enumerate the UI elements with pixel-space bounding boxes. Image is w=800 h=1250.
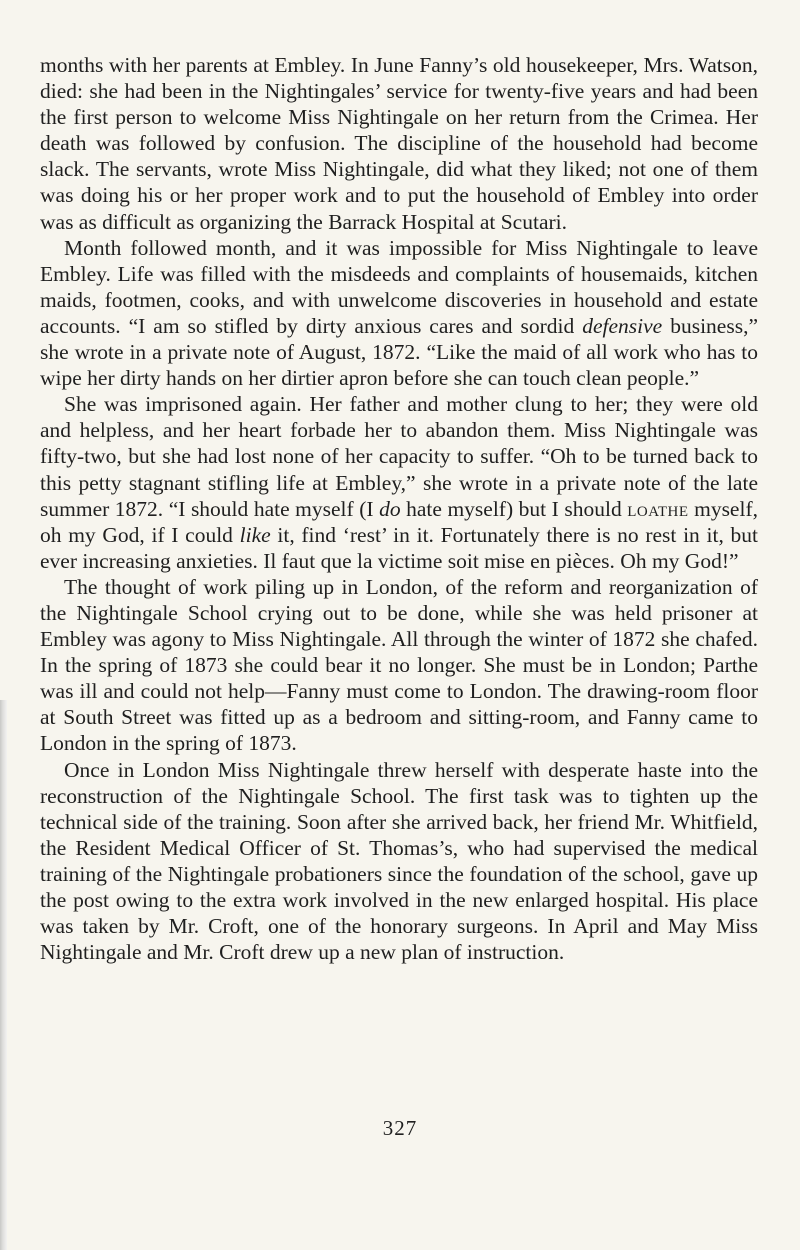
paragraph-2-text-b: business,” she wrote in a private note of August, 1872. “Like the maid of all work who has to wipe her dirty hands on her dirtier apron before she can touch clean people.” <box>40 313 758 391</box>
paragraph-3-emphasis-do: do <box>379 496 401 521</box>
page-edge-shadow <box>0 700 7 1250</box>
paragraph-4-text: The thought of work piling up in London, of the reform and reorganization of the Nightingale School crying out to be done, while she was held prisoner at Embley was agony to Miss Nightingale. All through the winter of 1872 she chafed. In the spring of 1873 she could bear it no longer. She must be in London; Parthe was ill and could not help—Fanny must come to London. The drawing-room floor at South Street was fitted up as a bedroom and sitting-room, and Fanny came to London in the spring of 1873. <box>40 574 758 756</box>
page-number: 327 <box>382 1116 418 1140</box>
paragraph-1-text: months with her parents at Embley. In June Fanny’s old housekeeper, Mrs. Watson, died: she had been in the Nightingales’ service for twenty-five years and had been the first person to welcome Miss Nightingale on her return from the Crimea. Her death was followed by confusion. The discipline of the household had become slack. The servants, wrote Miss Nightingale, did what they liked; not one of them was doing his or her proper work and to put the household of Embley into order was as difficult as organizing the Barrack Hospital at Scutari. <box>40 53 758 234</box>
paragraph-3-text-d: it, find ‘rest’ in it. Fortunately there is no rest in it, but ever increasing anxieties. Il faut que la victime soit mise en pièces. Oh my God!” <box>40 522 758 573</box>
paragraph-4 <box>40 574 758 757</box>
paragraph-3-emphasis-like: like <box>239 522 271 547</box>
paragraph-2-text-a: Month followed month, and it was impossible for Miss Nightingale to leave Embley. Life was filled with the misdeeds and complaints of housemaids, kitchen maids, footmen, cooks, and with unwelcome discoveries in household and estate accounts. “I am so stifled by dirty anxious cares and sordid <box>40 235 758 338</box>
paragraph-3-text-a: She was imprisoned again. Her father and mother clung to her; they were old and helpless, and her heart forbade her to abandon them. Miss Nightingale was fifty-two, but she had lost none of her capacity to suffer. “Oh to be turned back to this petty stagnant stifling life at Embley,” she wrote in a private note of the late summer 1872. “I should hate myself (I <box>40 392 758 521</box>
paragraph-3 <box>40 391 758 574</box>
paragraph-3-text-b: hate myself) but I should <box>400 496 628 521</box>
paragraph-1 <box>40 52 758 235</box>
paragraph-5-text: Once in London Miss Nightingale threw herself with desperate haste into the reconstruction of the Nightingale School. The first task was to tighten up the technical side of the training. Soon after she arrived back, her friend Mr. Whitfield, the Resident Medical Officer of St. Thomas’s, who had supervised the medical training of the Nightingale probationers since the foundation of the school, gave up the post owing to the extra work involved in the new enlarged hospital. His place was taken by Mr. Croft, one of the honorary surgeons. In April and May Miss Nightingale and Mr. Croft drew up a new plan of instruction. <box>40 757 758 965</box>
paragraph-2-emphasis: defensive <box>582 313 663 338</box>
body-text <box>40 52 758 965</box>
paragraph-3-text-c: myself, oh my God, if I could <box>40 496 758 547</box>
paragraph-3-small-caps-loathe: loathe <box>627 496 689 521</box>
paragraph-5 <box>40 757 758 966</box>
paragraph-2 <box>40 235 758 392</box>
